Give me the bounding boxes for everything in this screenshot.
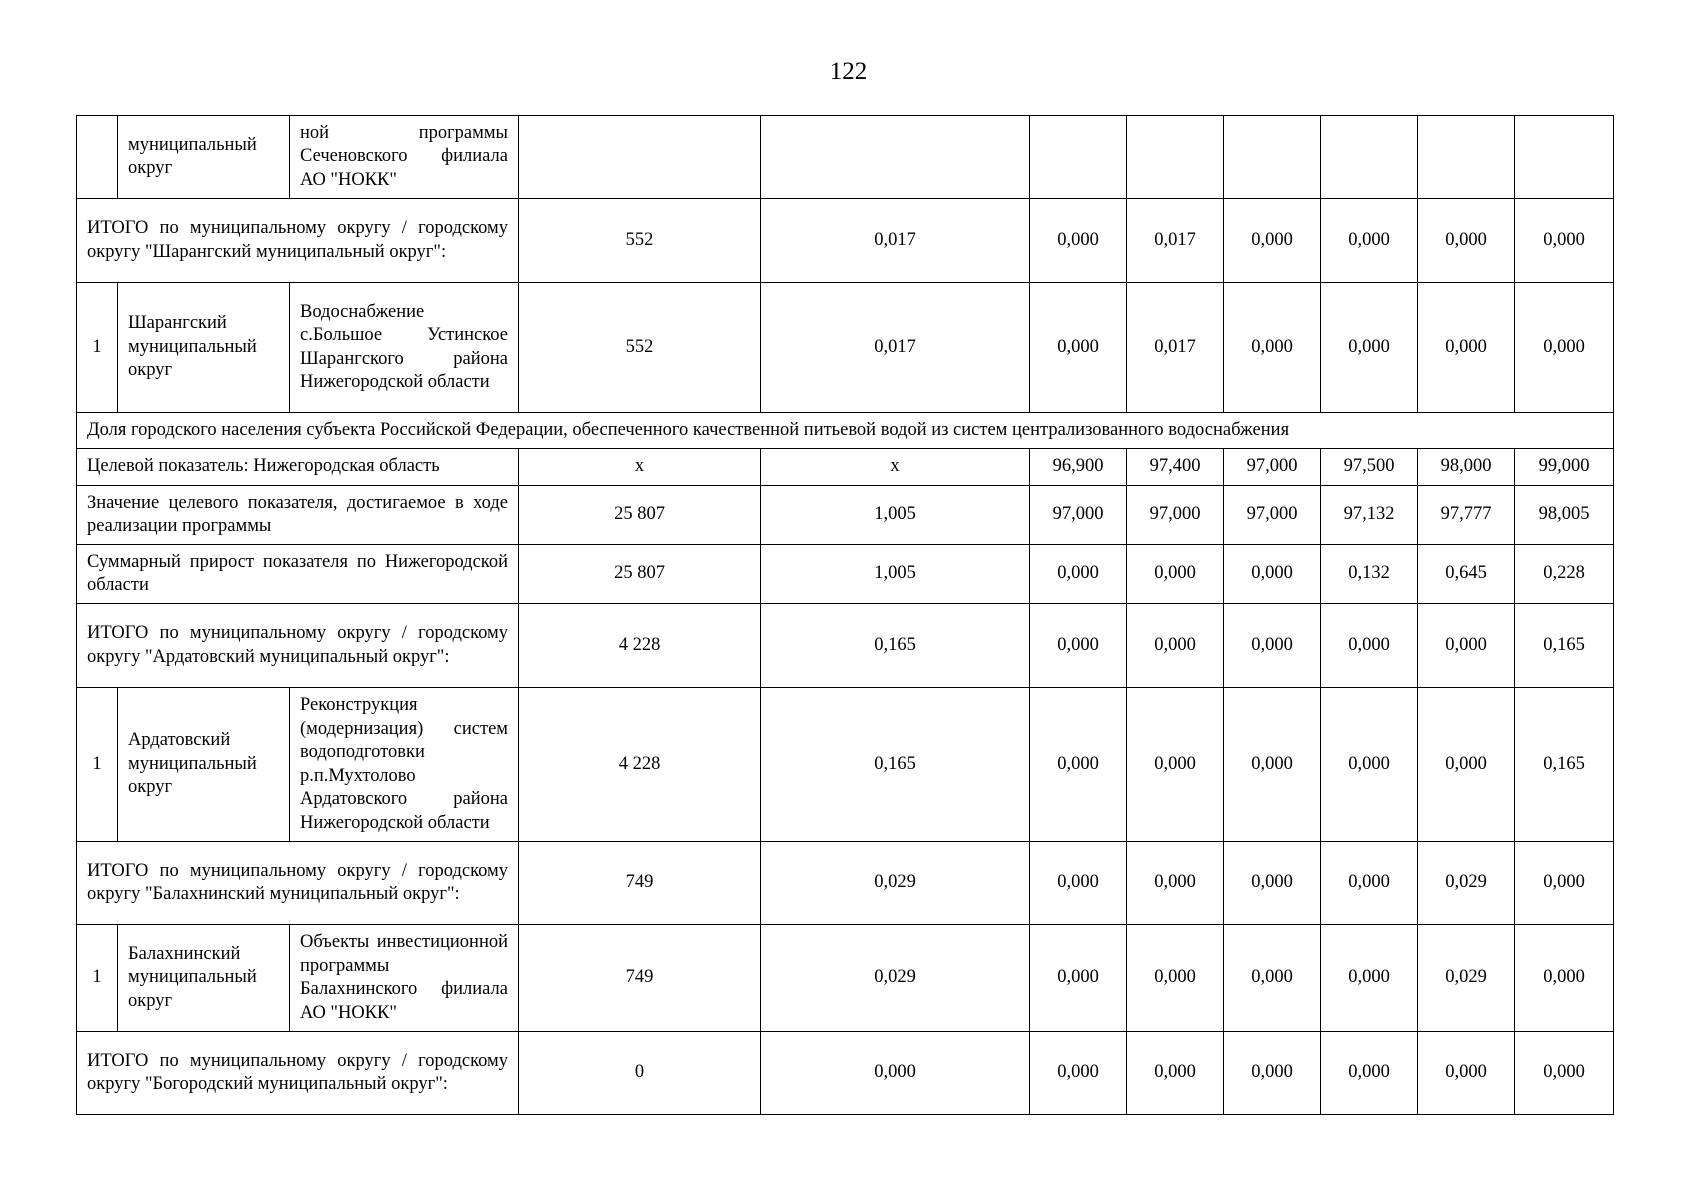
value-cell: 0,000 — [1127, 1032, 1224, 1115]
value-cell — [1224, 116, 1321, 199]
value-cell: 0,000 — [1030, 604, 1127, 688]
value-cell: 0,000 — [1127, 688, 1224, 842]
value-cell: 97,000 — [1224, 449, 1321, 486]
value-cell: 0,000 — [1030, 688, 1127, 842]
object-cell: ной программы Сеченовского филиала АО "НОКК" — [290, 116, 519, 199]
value-cell: 0,000 — [761, 1032, 1030, 1115]
value-cell — [761, 116, 1030, 199]
value-cell: 0,029 — [1418, 842, 1515, 925]
value-cell: 4 228 — [519, 604, 761, 688]
value-cell: 0,000 — [1418, 688, 1515, 842]
value-cell: 0,000 — [1127, 545, 1224, 604]
value-cell: 0,132 — [1321, 545, 1418, 604]
value-cell: 0,000 — [1321, 842, 1418, 925]
value-cell: 97,400 — [1127, 449, 1224, 486]
value-cell: 0,000 — [1224, 604, 1321, 688]
value-cell: 97,777 — [1418, 486, 1515, 545]
total-row — [77, 199, 1614, 283]
value-cell: 552 — [519, 283, 761, 413]
object-cell: Водоснабжение с.Большое Устинское Шарангского района Нижегородской области — [290, 283, 519, 413]
value-cell: 97,000 — [1224, 486, 1321, 545]
value-cell: 98,000 — [1418, 449, 1515, 486]
value-cell: 0,000 — [1321, 925, 1418, 1032]
district-cell: муниципальный округ — [118, 116, 290, 199]
value-cell: 0,000 — [1030, 283, 1127, 413]
value-cell: 749 — [519, 925, 761, 1032]
value-cell: 0,000 — [1321, 604, 1418, 688]
value-cell: 99,000 — [1515, 449, 1614, 486]
value-cell: х — [519, 449, 761, 486]
total-row — [77, 1032, 1614, 1115]
district-cell: Ардатовский муниципальный округ — [118, 688, 290, 842]
value-cell: 0,017 — [761, 199, 1030, 283]
value-cell: 0,165 — [761, 688, 1030, 842]
value-cell: 0,000 — [1224, 199, 1321, 283]
object-cell: Объекты инвестиционной программы Балахнинского филиала АО "НОКК" — [290, 925, 519, 1032]
value-cell: 0,000 — [1515, 925, 1614, 1032]
section-header: Доля городского населения субъекта Российской Федерации, обеспеченного качественной питьевой водой из систем централизованного водоснабжения — [77, 413, 1614, 449]
value-cell: 0,000 — [1224, 283, 1321, 413]
value-cell — [1030, 116, 1127, 199]
table-row — [77, 116, 1614, 199]
value-cell — [1515, 116, 1614, 199]
value-cell: 552 — [519, 199, 761, 283]
value-cell: 0,645 — [1418, 545, 1515, 604]
indicator-label: Целевой показатель: Нижегородская область — [77, 449, 519, 486]
value-cell: 0,000 — [1127, 842, 1224, 925]
value-cell: 0,000 — [1224, 842, 1321, 925]
total-label: ИТОГО по муниципальному округу / городскому округу "Богородский муниципальный округ": — [77, 1032, 519, 1115]
value-cell: 0,000 — [1127, 925, 1224, 1032]
table-row — [77, 925, 1614, 1032]
table-row — [77, 283, 1614, 413]
value-cell — [1418, 116, 1515, 199]
index-cell: 1 — [77, 688, 118, 842]
value-cell: 1,005 — [761, 486, 1030, 545]
value-cell: 0,000 — [1030, 925, 1127, 1032]
indicator-label: Значение целевого показателя, достигаемое в ходе реализации программы — [77, 486, 519, 545]
value-cell: 0,029 — [761, 925, 1030, 1032]
value-cell — [1127, 116, 1224, 199]
value-cell: 0,000 — [1515, 1032, 1614, 1115]
value-cell: 0,029 — [1418, 925, 1515, 1032]
value-cell: 0,000 — [1224, 545, 1321, 604]
value-cell: 97,500 — [1321, 449, 1418, 486]
data-table — [76, 115, 1614, 1115]
table-row — [77, 688, 1614, 842]
indicator-row — [77, 545, 1614, 604]
value-cell: 25 807 — [519, 545, 761, 604]
total-label: ИТОГО по муниципальному округу / городскому округу "Ардатовский муниципальный округ": — [77, 604, 519, 688]
total-row — [77, 604, 1614, 688]
value-cell: 96,900 — [1030, 449, 1127, 486]
value-cell: 0,000 — [1224, 925, 1321, 1032]
section-header-row — [77, 413, 1614, 449]
value-cell: 98,005 — [1515, 486, 1614, 545]
value-cell: 0,029 — [761, 842, 1030, 925]
value-cell: 0,017 — [1127, 199, 1224, 283]
indicator-label: Суммарный прирост показателя по Нижегородской области — [77, 545, 519, 604]
value-cell: 0,000 — [1030, 545, 1127, 604]
value-cell: 0,000 — [1321, 1032, 1418, 1115]
value-cell: 1,005 — [761, 545, 1030, 604]
value-cell: 97,000 — [1127, 486, 1224, 545]
index-cell — [77, 116, 118, 199]
value-cell: 0,000 — [1418, 1032, 1515, 1115]
value-cell — [1321, 116, 1418, 199]
value-cell: 0,000 — [1418, 604, 1515, 688]
value-cell: 0,165 — [1515, 604, 1614, 688]
value-cell: 0,000 — [1515, 199, 1614, 283]
value-cell: 0,228 — [1515, 545, 1614, 604]
value-cell: 0,000 — [1515, 842, 1614, 925]
value-cell: 0,000 — [1515, 283, 1614, 413]
total-label: ИТОГО по муниципальному округу / городскому округу "Шарангский муниципальный округ": — [77, 199, 519, 283]
value-cell: 4 228 — [519, 688, 761, 842]
indicator-row — [77, 449, 1614, 486]
value-cell: 0,000 — [1224, 1032, 1321, 1115]
value-cell: 0,000 — [1127, 604, 1224, 688]
value-cell: 97,000 — [1030, 486, 1127, 545]
value-cell: х — [761, 449, 1030, 486]
value-cell: 749 — [519, 842, 761, 925]
value-cell: 0,000 — [1030, 842, 1127, 925]
value-cell: 0,000 — [1321, 688, 1418, 842]
index-cell: 1 — [77, 925, 118, 1032]
district-cell: Балахнинский муниципальный округ — [118, 925, 290, 1032]
index-cell: 1 — [77, 283, 118, 413]
indicator-row — [77, 486, 1614, 545]
value-cell: 0 — [519, 1032, 761, 1115]
value-cell: 25 807 — [519, 486, 761, 545]
object-cell: Реконструкция (модернизация) систем водоподготовки р.п.Мухтолово Ардатовского района Нижегородской области — [290, 688, 519, 842]
total-label: ИТОГО по муниципальному округу / городскому округу "Балахнинский муниципальный округ": — [77, 842, 519, 925]
total-row — [77, 842, 1614, 925]
value-cell: 0,000 — [1321, 283, 1418, 413]
page-number: 122 — [829, 58, 868, 85]
value-cell: 0,165 — [1515, 688, 1614, 842]
value-cell: 0,000 — [1321, 199, 1418, 283]
value-cell: 0,000 — [1030, 1032, 1127, 1115]
value-cell: 97,132 — [1321, 486, 1418, 545]
value-cell: 0,000 — [1224, 688, 1321, 842]
value-cell: 0,165 — [761, 604, 1030, 688]
value-cell — [519, 116, 761, 199]
value-cell: 0,000 — [1418, 283, 1515, 413]
value-cell: 0,000 — [1030, 199, 1127, 283]
value-cell: 0,017 — [761, 283, 1030, 413]
district-cell: Шарангский муниципальный округ — [118, 283, 290, 413]
value-cell: 0,000 — [1418, 199, 1515, 283]
value-cell: 0,017 — [1127, 283, 1224, 413]
